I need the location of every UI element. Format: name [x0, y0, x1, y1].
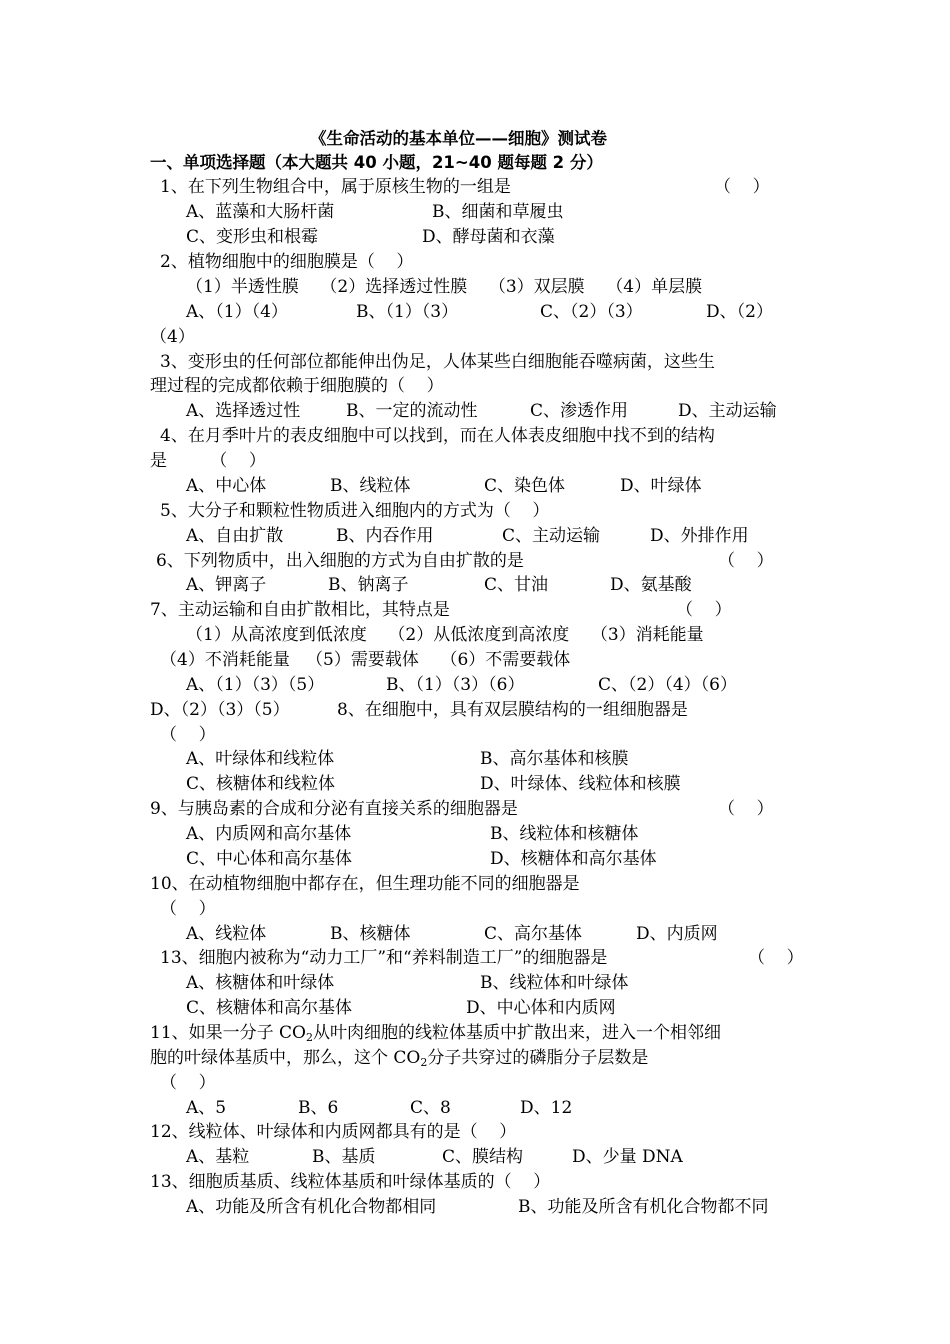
q9-option-c: C、中心体和高尔基体	[186, 849, 353, 869]
q1-answer-paren: （ ）	[714, 177, 770, 197]
q4-option-a: A、中心体	[186, 476, 267, 496]
q6-stem: 6、下列物质中，出入细胞的方式为自由扩散的是	[156, 551, 524, 571]
q5-stem: 5、大分子和颗粒性物质进入细胞内的方式为（ ）	[160, 501, 550, 521]
q9-option-d: D、核糖体和高尔基体	[490, 849, 657, 869]
q8-option-c: C、核糖体和线粒体	[186, 774, 336, 794]
q4-line2: 是 （ ）	[150, 451, 266, 471]
q11-option-a: A、5	[186, 1098, 227, 1118]
q11-option-d: D、12	[520, 1098, 573, 1118]
q2-option-b: B、（1）（3）	[356, 302, 459, 322]
q6-option-a: A、钾离子	[186, 575, 267, 595]
q5-option-d: D、外排作用	[650, 526, 749, 546]
q8-option-b: B、高尔基体和核膜	[480, 749, 629, 769]
q13a-option-d: D、中心体和内质网	[466, 998, 616, 1018]
q10-option-b: B、核糖体	[330, 924, 411, 944]
q6-option-b: B、钠离子	[328, 575, 409, 595]
q1-option-b: B、细菌和草履虫	[432, 202, 564, 222]
q10-option-a: A、线粒体	[186, 924, 267, 944]
q3-option-a: A、选择透过性	[186, 401, 301, 421]
q11-subscript-2: 2	[420, 1056, 428, 1069]
q13a-option-c: C、核糖体和高尔基体	[186, 998, 353, 1018]
q3-option-b: B、一定的流动性	[346, 401, 478, 421]
q9-option-a: A、内质网和高尔基体	[186, 824, 352, 844]
q7-option-c: C、（2）（4）（6）	[598, 675, 737, 695]
q7-items-2: （4）不消耗能量 （5）需要载体 （6）不需要载体	[160, 650, 571, 670]
q2-option-d-cont: （4）	[150, 327, 195, 347]
q3-option-d: D、主动运输	[678, 401, 777, 421]
q8-option-a: A、叶绿体和线粒体	[186, 749, 335, 769]
q10-stem: 10、在动植物细胞中都存在，但生理功能不同的细胞器是	[150, 874, 580, 894]
q11-line1-end: 从叶肉细胞的线粒体基质中扩散出来，进入一个相邻细	[312, 1023, 721, 1043]
q11-subscript: 2	[305, 1031, 313, 1044]
q4-option-b: B、线粒体	[330, 476, 411, 496]
q7-items-1: （1）从高浓度到低浓度 （2）从低浓度到高浓度 （3）消耗能量	[186, 625, 704, 645]
q9-option-b: B、线粒体和核糖体	[490, 824, 639, 844]
q7-answer-paren: （ ）	[676, 600, 732, 620]
page-title: 《生命活动的基本单位——细胞》测试卷	[310, 129, 607, 148]
q2-option-c: C、（2）（3）	[540, 302, 643, 322]
q13a-stem: 13、细胞内被称为“动力工厂”和“养料制造工厂”的细胞器是	[160, 948, 608, 968]
q7-option-a: A、（1）（3）（5）	[186, 675, 325, 695]
q2-items: （1）半透性膜 （2）选择透过性膜 （3）双层膜 （4）单层膜	[186, 277, 703, 297]
q11-line1-start: 11、如果一分子 CO	[150, 1023, 306, 1043]
q11-line1	[150, 1022, 721, 1044]
q11-line2	[150, 1047, 648, 1069]
q13a-option-b: B、线粒体和叶绿体	[480, 973, 629, 993]
q5-option-a: A、自由扩散	[186, 526, 284, 546]
q4-option-c: C、染色体	[484, 476, 566, 496]
q3-line1: 3、变形虫的任何部位都能伸出伪足，人体某些白细胞能吞噬病菌，这些生	[160, 352, 715, 372]
q12-option-b: B、基质	[312, 1147, 376, 1167]
q7-option-d: D、（2）（3）（5）	[150, 700, 290, 720]
q12-option-a: A、基粒	[186, 1147, 250, 1167]
q1-option-c: C、变形虫和根霉	[186, 227, 319, 247]
q12-option-c: C、膜结构	[442, 1147, 524, 1167]
q2-stem: 2、植物细胞中的细胞膜是（ ）	[160, 252, 414, 272]
q1-stem: 1、在下列生物组合中，属于原核生物的一组是	[160, 177, 511, 197]
q4-option-d: D、叶绿体	[620, 476, 702, 496]
q10-option-c: C、高尔基体	[484, 924, 583, 944]
q5-option-b: B、内吞作用	[336, 526, 434, 546]
q13a-answer-paren: （ ）	[748, 948, 804, 968]
q13b-option-b: B、功能及所含有机化合物都不同	[518, 1197, 769, 1217]
q13a-option-a: A、核糖体和叶绿体	[186, 973, 335, 993]
q2-option-d: D、（2）	[706, 302, 773, 322]
q9-stem: 9、与胰岛素的合成和分泌有直接关系的细胞器是	[150, 799, 518, 819]
q10-answer-paren: （ ）	[160, 899, 216, 919]
q8-answer-paren: （ ）	[160, 725, 216, 745]
q7-option-b: B、（1）（3）（6）	[386, 675, 525, 695]
q8-stem: 8、在细胞中，具有双层膜结构的一组细胞器是	[337, 700, 688, 720]
section-heading: 一、单项选择题（本大题共 40 小题，21~40 题每题 2 分）	[150, 153, 603, 172]
q12-stem: 12、线粒体、叶绿体和内质网都具有的是（ ）	[150, 1122, 517, 1142]
q10-option-d: D、内质网	[636, 924, 718, 944]
q3-line2: 理过程的完成都依赖于细胞膜的（ ）	[150, 376, 444, 396]
q5-option-c: C、主动运输	[502, 526, 601, 546]
q2-option-a: A、（1）（4）	[186, 302, 288, 322]
q6-answer-paren: （ ）	[718, 551, 774, 571]
q11-answer-paren: （ ）	[160, 1073, 216, 1093]
q4-line1: 4、在月季叶片的表皮细胞中可以找到，而在人体表皮细胞中找不到的结构	[160, 426, 715, 446]
q3-option-c: C、渗透作用	[530, 401, 629, 421]
q11-line2-start: 胞的叶绿体基质中，那么，这个 CO	[150, 1048, 421, 1068]
q13b-option-a: A、功能及所含有机化合物都相同	[186, 1197, 437, 1217]
q8-option-d: D、叶绿体、线粒体和核膜	[480, 774, 681, 794]
q12-option-d: D、少量 DNA	[572, 1147, 683, 1167]
q6-option-c: C、甘油	[484, 575, 549, 595]
q6-option-d: D、氨基酸	[610, 575, 692, 595]
q11-option-c: C、8	[410, 1098, 451, 1118]
q13b-stem: 13、细胞质基质、线粒体基质和叶绿体基质的（ ）	[150, 1172, 551, 1192]
q7-stem: 7、主动运输和自由扩散相比，其特点是	[150, 600, 450, 620]
q11-option-b: B、6	[298, 1098, 339, 1118]
q1-option-a: A、蓝藻和大肠杆菌	[186, 202, 335, 222]
q11-line2-end: 分子共穿过的磷脂分子层数是	[427, 1048, 649, 1068]
q9-answer-paren: （ ）	[718, 799, 774, 819]
q1-option-d: D、酵母菌和衣藻	[422, 227, 555, 247]
